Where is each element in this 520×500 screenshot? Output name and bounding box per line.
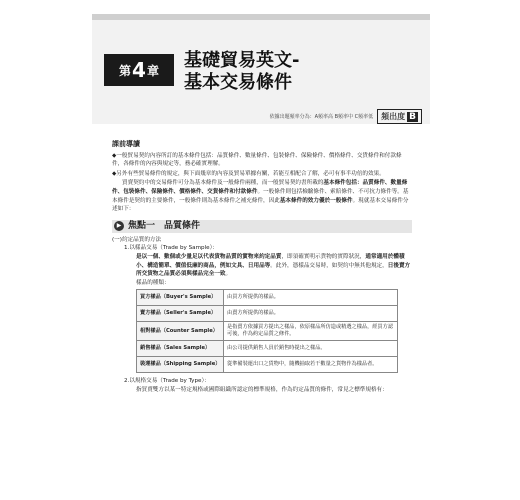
intro-paragraph <box>112 179 412 213</box>
sample-types-label: 樣品的種類： <box>136 279 170 286</box>
table-row <box>137 306 398 322</box>
chapter-title <box>184 50 299 94</box>
focus-title: 焦點一 品質條件 <box>128 220 201 231</box>
sample-text-d: 。此外，憑樣品交易時，如契約中無其他規定， <box>270 262 388 269</box>
chapter-suffix: 章 <box>146 63 159 78</box>
table-row <box>137 357 398 373</box>
frequency-label: 頻出度 <box>381 112 406 121</box>
section-1-2-body: 指買賣雙方以某一特定規格或國際組織所認定的標準規格，作為約定品質的條件，常見之標準規格有： <box>136 386 388 393</box>
sample-text-a: 是以一個、數個或少量足以代表貨物品質的實物來約定品質 <box>136 253 282 260</box>
table-key: 賣方樣品（Seller's Sample） <box>137 306 224 322</box>
table-key: 銷售樣品（Sales Sample） <box>137 341 224 357</box>
table-value: 由買方所提供的樣品。 <box>224 290 398 306</box>
sample-types-table <box>136 289 398 373</box>
chapter-number: 4 <box>132 58 146 82</box>
section-1-1: 1.以樣品交易（Trade by Sample）： <box>124 245 218 252</box>
table-key: 買方樣品（Buyer's Sample） <box>137 290 224 306</box>
frequency-badge <box>377 109 422 124</box>
title-line-1: 基礎貿易英文- <box>184 50 300 71</box>
intro-text-a: 買賣契約中的交易條件可分為基本條件及一般條件兩種，而一般貿易契約書所載的 <box>122 180 324 187</box>
sample-text-c: 通常適用於體積小、構造簡單、價值低廉的商品，例如文具、日用品等 <box>136 253 405 269</box>
table-row <box>137 290 398 306</box>
frequency-legend: 依據出題頻率分為：A頻率高 B頻率中 C頻率低 <box>269 114 374 120</box>
frequency-row <box>270 109 422 124</box>
intro-text-c: 。一般條件則包括檢驗條件、索賠條件、不可抗力條件等。基本條件是契約的主要條件，一般條件則為基本條件之補充條件，因此 <box>112 188 409 204</box>
focus-bar <box>112 220 412 233</box>
section-1-1-body <box>136 253 412 279</box>
lead-heading: 課前導讀 <box>112 140 140 148</box>
frequency-letter: B <box>409 111 416 122</box>
table-value: 由賣方所提供的樣品。 <box>224 306 398 322</box>
table-key: 相對樣品（Counter Sample） <box>137 322 224 341</box>
sample-text-f: 。 <box>225 271 232 278</box>
intro-text-b: 基本條件包括：品質條件、數量條件、包裝條件、保險條件、價格條件、交貨條件和付款條件 <box>112 180 408 195</box>
lead-paragraph-2: ◆另外有些貿易條件的規定，與下面幾章的內容及貿易單據有關，若能互相配合了解，必可有事半功倍的效果。 <box>112 170 385 177</box>
intro-text-d: 基本條件的效力優於一般條件 <box>279 197 353 204</box>
sample-text-e: 日後賣方所交貨物之品質必須與樣品完全一致 <box>136 262 411 278</box>
book-page <box>92 14 430 492</box>
chapter-prefix: 第 <box>119 63 132 78</box>
intro-text-e: 。現就基本交易條件分述如下： <box>112 197 409 213</box>
table-value: 是指賣方依據買方提出之樣品，依原樣品所仿造或精選之樣品，經買方認可後，作為約定品質之條件。 <box>224 322 398 341</box>
section-1-2: 2.以規格交易（Trade by Type）： <box>124 378 210 385</box>
table-value: 從準備裝運出口之貨物中，隨機抽取若干數量之貨物作為樣品者。 <box>224 357 398 373</box>
lead-paragraph-1: ◆一般貿易契約內容所訂的基本條件包括：品質條件、數量條件、包裝條件、保險條件、價格條件、交貨條件和付款條件，各條件的內容與規定等，務必確實理解。 <box>112 152 402 168</box>
play-arrow-icon: ▶ <box>114 221 124 231</box>
table-row <box>137 322 398 341</box>
sample-text-b: ，即須確實明示貨物的實際狀況， <box>281 253 366 260</box>
table-value: 由公司提供銷售人員於銷售時提出之樣品。 <box>224 341 398 357</box>
table-row <box>137 341 398 357</box>
table-key: 裝運樣品（Shipping Sample） <box>137 357 224 373</box>
title-line-2: 基本交易條件 <box>184 72 292 93</box>
page-content <box>112 140 412 395</box>
chapter-badge <box>104 54 174 86</box>
section-1: (一)約定品質的方法 <box>112 236 162 243</box>
